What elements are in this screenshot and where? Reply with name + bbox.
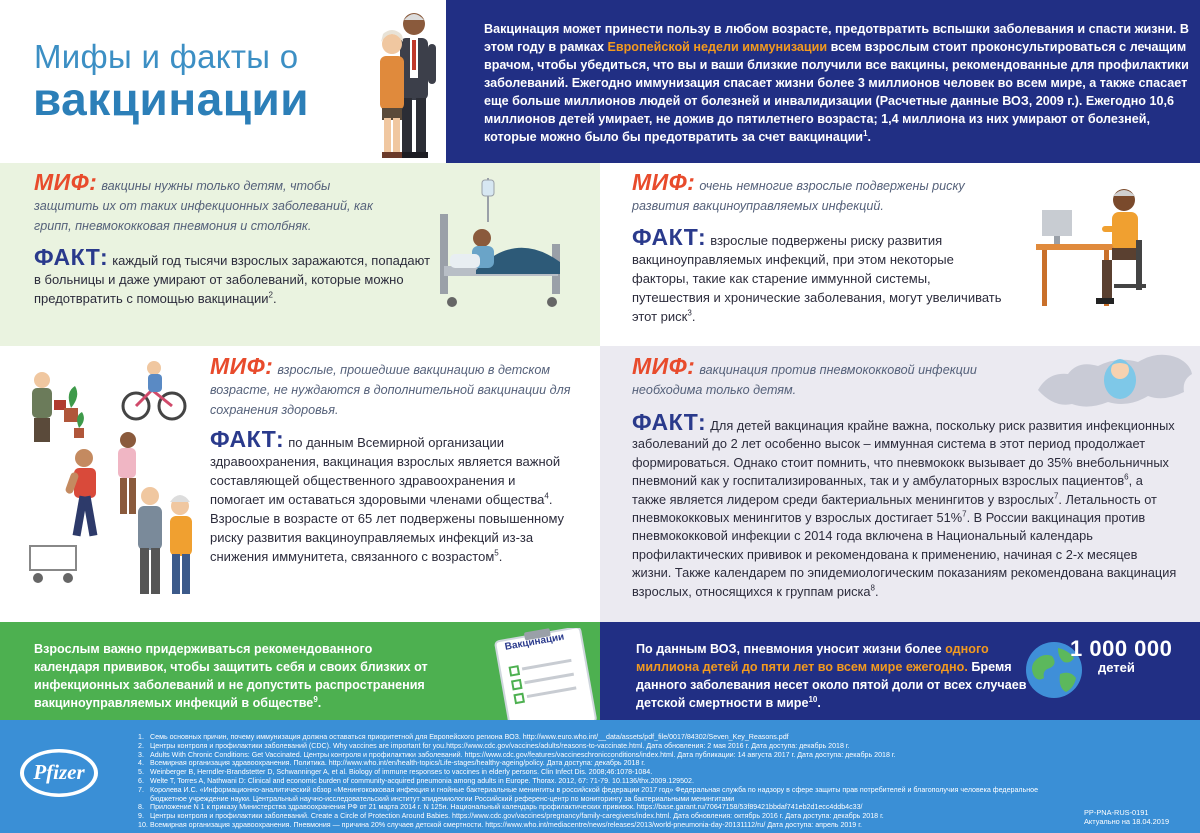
- reference-item: [138, 786, 1078, 795]
- reference-number: 3.: [138, 750, 144, 759]
- pneumonia-stat-footnote-ref: 10: [808, 694, 818, 704]
- reference-number: 10.: [138, 820, 148, 829]
- hospital-bed-illustration: [436, 174, 566, 314]
- fact-3-footnote-ref-a: 4: [544, 491, 549, 501]
- fact-2-text: взрослые подвержены риску развития вакциноуправляемых инфекций, при этом некоторые факторы, такие как старение иммунной системы, путешествия и хронические заболевания, могут увеличивать этот риск: [632, 233, 1002, 324]
- reference-item: [138, 751, 1078, 760]
- fact-4-footnote-ref-d: 8: [870, 583, 875, 593]
- reference-text: Семь основных причин, почему иммунизация должна оставаться приоритетной для Европейского региона ВОЗ. http://www.euro.who.int/__data/assets/pdf_file/0017/84302/Seven_Key_Reasons.pdf: [150, 733, 789, 741]
- document-code-number: PP-PNA-RUS-0191: [1084, 808, 1149, 817]
- million-children-number: 1 000 000: [1070, 636, 1173, 661]
- reference-item: [138, 821, 1078, 830]
- fact-4-footnote-ref-b: 7: [1053, 491, 1059, 501]
- reference-item: [138, 777, 1078, 786]
- reference-number: 2.: [138, 741, 144, 750]
- reference-text: Weinberger B, Herndler-Brandstetter D, Schwanninger A, et al. Biology of immune responses to vaccines in elderly persons. Clin Infect Dis. 2008;46:1078-1084.: [150, 768, 653, 777]
- myth-label: МИФ:: [210, 353, 274, 379]
- immunization-week-link: Европейской недели иммунизации: [607, 40, 828, 54]
- myth-label: МИФ:: [632, 169, 696, 195]
- reference-text: Королева И.С. «Информационно-аналитический обзор «Менингококковая инфекция и гнойные бактериальные менингиты в российской федерации 2017 год» Федеральная служба по надзору в сфере защиты прав потребителей и благополучия человека федеральное: [150, 785, 1039, 794]
- page-title-line1: Мифы и факты о: [34, 38, 299, 75]
- myth-1: [34, 169, 394, 236]
- myth-label: МИФ:: [632, 353, 696, 379]
- pneumonia-stat-highlight: одного миллиона детей до пяти лет во всем мире ежегодно.: [636, 642, 989, 674]
- fact-4: [632, 409, 1177, 601]
- fact-1-end: .: [272, 291, 277, 306]
- reference-text: Центры контроля и профилактики заболеваний. Create a Circle of Protection Around Babies. https://www.cdc.gov/vaccines/pregnancy/family-caregivers/index.html. Дата обновления: октябрь 2016 г. Дата доступа: декабрь 2018 г.: [150, 812, 884, 821]
- man-at-desk-illustration: [1036, 180, 1166, 310]
- fact-4-footnote-ref-c: 7: [962, 509, 967, 519]
- reference-text: Всемирная организация здравоохранения. Пневмония — причина 20% случаев детской смертности. https://www.who.int/mediacentre/news/releases/2013/world-pneumonia-day-20131112/ru/ Дата доступа: апрель 2019 г.: [150, 820, 862, 829]
- fact-4-footnote-ref-a: 6: [1124, 472, 1129, 482]
- baby-illustration: [1098, 352, 1142, 400]
- fact-4-text-a: Для детей вакцинация крайне важна, поскольку риск развития инфекционных заболеваний до 2 лет особенно высок – иммунная система в этот период продолжает формироваться. Однако стоит помнить, что пневмококк вызывает до 35% внебольничных пневмоний как у госпитализированных, так и у амбулаторных взрослых пациентов: [632, 418, 1175, 489]
- intro-text-part1: Вакцинация может принести пользу в любом возрасте, предотвратить вспышки заболевания и спасти жизни. В этом году в рамках: [484, 22, 1189, 54]
- reference-number: 9.: [138, 812, 144, 821]
- reference-text: бюджетное учреждение науки. Центральный научно-исследовательский институт эпидемиологии Российский референс-центр по мониторингу за бактериальными менингитами: [150, 794, 735, 803]
- fact-1-footnote-ref: 2: [268, 290, 273, 300]
- myth-4-text: вакцинация против пневмококковой инфекции необходима только детям.: [632, 363, 977, 397]
- reference-text: Welte T, Torres A, Nathwani D: Clinical and economic burden of community-acquired pneumonia among adults in Europe. Thorax. 2012, 67: 71-79. 10.1136/thx.2009.129502.: [150, 776, 694, 785]
- pfizer-logo: [18, 746, 100, 800]
- document-updated-date: Актуально на 18.04.2019: [1084, 817, 1170, 826]
- reference-number: 7.: [138, 785, 144, 794]
- myth-2: [632, 169, 972, 216]
- million-children-unit: детей: [1098, 660, 1135, 675]
- reference-item: [138, 759, 1078, 768]
- fact-3-end: .: [498, 549, 503, 564]
- checklist-title: Вакцинации: [504, 631, 566, 653]
- intro-text: [484, 20, 1190, 146]
- fact-3-footnote-ref-b: 5: [494, 548, 499, 558]
- fact-label: ФАКТ:: [632, 224, 707, 250]
- myth-3-text: взрослые, прошедшие вакцинацию в детском возрасте, не нуждаются в дополнительной вакцинации для сохранения здоровья.: [210, 363, 571, 417]
- myth-2-text: очень немногие взрослые подвержены риску развития вакциноуправляемых инфекций.: [632, 179, 965, 213]
- active-seniors-illustration: [20, 356, 196, 606]
- reference-item: [138, 733, 1078, 742]
- reference-text: Всемирная организация здравоохранения. Политика. http://www.who.int/en/health-topics/Life-stages/healthy-ageing/policy. Дата доступа: декабрь 2018 г.: [150, 759, 646, 768]
- fact-1-text: каждый год тысячи взрослых заражаются, попадают в больницы и даже умирают от заболеваний, которые можно предотвратить с помощью вакцинации: [34, 253, 431, 306]
- myth-3: [210, 353, 580, 420]
- myth-4: [632, 353, 992, 400]
- schedule-banner-footnote-ref: 9: [313, 694, 318, 704]
- fact-4-text-d: . В России вакцинация против пневмококковой инфекции с 2014 года включена в Национальный календарь профилактических прививок и рекомендована к применению, начиная с 2-х месяцев жизни. Также календарем по эпидемиологическим показаниям рекомендована вакцинация взрослых, относящихся к группам риска: [632, 510, 1177, 599]
- reference-text: Приложение N 1 к приказу Министерства здравоохранения РФ от 21 марта 2014 г. N 125н. Национальный календарь профилактических прививок. https://base.garant.ru/70647158/53f89421bbdaf741eb2d1ecc4ddb4c33/: [150, 803, 863, 812]
- references-list: [138, 733, 1078, 830]
- reference-text: Центры контроля и профилактики заболеваний (CDC). Why vaccines are important for you.https://www.cdc.gov/vaccines/adults/reasons-to-vaccinate.html. Дата обновления: 2 мая 2016 г. Дата доступа: декабрь 2018 г.: [150, 741, 850, 750]
- fact-4-text-c: . Летальность от пневмококковых менингитов у взрослых достигает 51%: [632, 491, 1157, 526]
- reference-item: [138, 768, 1078, 777]
- fact-1: [34, 244, 434, 308]
- pneumonia-stat-text-b: Бремя данного заболевания несет около пятой доли от всех случаев детской смертности в мире: [636, 660, 1027, 710]
- fact-2: [632, 224, 1002, 326]
- intro-text-end: .: [867, 130, 872, 144]
- schedule-banner-end: .: [317, 696, 322, 710]
- intro-text-part2: всем взрослым стоит проконсультироваться с лечащим врачом, чтобы убедиться, что вы и ваши близкие получили все вакцины, рекомендованные для профилактики заболеваний. Ежегодно иммунизация спасает жизни более 3 миллионов человек во всем мире, а также спасает еще больше миллионов людей от болезней и инвалидизации (Расчетные данные ВОЗ, 2009 г.). Ежегодно 10,6 миллионов детей умирает, не дожив до пятилетнего возраста; 1,4 миллиона из них умирают от болезней, которые можно было бы предотвратить за счет вакцинации: [484, 40, 1189, 144]
- fact-4-text-b: , а также является лидером среди бактериальных менингитов у взрослых: [632, 473, 1143, 507]
- fact-2-footnote-ref: 3: [687, 308, 692, 318]
- reference-number: 6.: [138, 776, 144, 785]
- schedule-banner-body: Взрослым важно придерживаться рекомендованного календаря прививок, чтобы защитить себя и своих близких от инфекционных заболеваний и не допустить распространения вакциноуправляемых инфекций в обществе: [34, 642, 428, 710]
- schedule-banner-text: [34, 640, 434, 712]
- fact-3: [210, 426, 570, 566]
- fact-3-text-b: . Взрослые в возрасте от 65 лет подвержены повышенному риску развития вакциноуправляемых инфекций из-за снижения иммунитета, связанного с возрастом: [210, 492, 565, 564]
- myth-1-text: вакцины нужны только детям, чтобы защитить их от таких инфекционных заболеваний, как грипп, пневмококковая пневмония и столбняк.: [34, 179, 373, 233]
- fact-label: ФАКТ:: [210, 426, 285, 452]
- myth-label: МИФ:: [34, 169, 98, 195]
- reference-item: [138, 803, 1078, 812]
- reference-number: 5.: [138, 768, 144, 777]
- fact-2-end: .: [691, 309, 696, 324]
- reference-number: 1.: [138, 733, 144, 741]
- reference-number: 4.: [138, 759, 144, 768]
- fact-label: ФАКТ:: [34, 244, 109, 270]
- fact-label: ФАКТ:: [632, 409, 707, 435]
- pneumonia-stat-end: .: [817, 696, 821, 710]
- reference-number: 8.: [138, 803, 144, 812]
- fact-4-end: .: [875, 583, 879, 599]
- reference-item: [138, 795, 1078, 804]
- pfizer-logo-text: Pfizer: [33, 760, 85, 784]
- fact-3-text-a: по данным Всемирной организации здравоохранения, вакцинация взрослых является важной составляющей общественного здравоохранения и помогает им оставаться здоровыми членами общества: [210, 435, 561, 507]
- reference-item: [138, 812, 1078, 821]
- intro-footnote-ref: 1: [863, 128, 868, 138]
- reference-text: Adults With Chronic Conditions: Get Vaccinated. Центры контроля и профилактики заболеваний. https://www.cdc.gov/features/vaccineschronicconditions/index.html. Дата публикации: 14 августа 2017 г. Дата доступа: декабрь 2018 г.: [150, 750, 896, 759]
- reference-item: [138, 742, 1078, 751]
- pneumonia-stat-text-a: По данным ВОЗ, пневмония уносит жизни более: [636, 642, 946, 656]
- page-title-line2: вакцинации: [33, 73, 310, 125]
- document-code: [1084, 808, 1194, 826]
- pneumonia-stat-text: [636, 640, 1036, 712]
